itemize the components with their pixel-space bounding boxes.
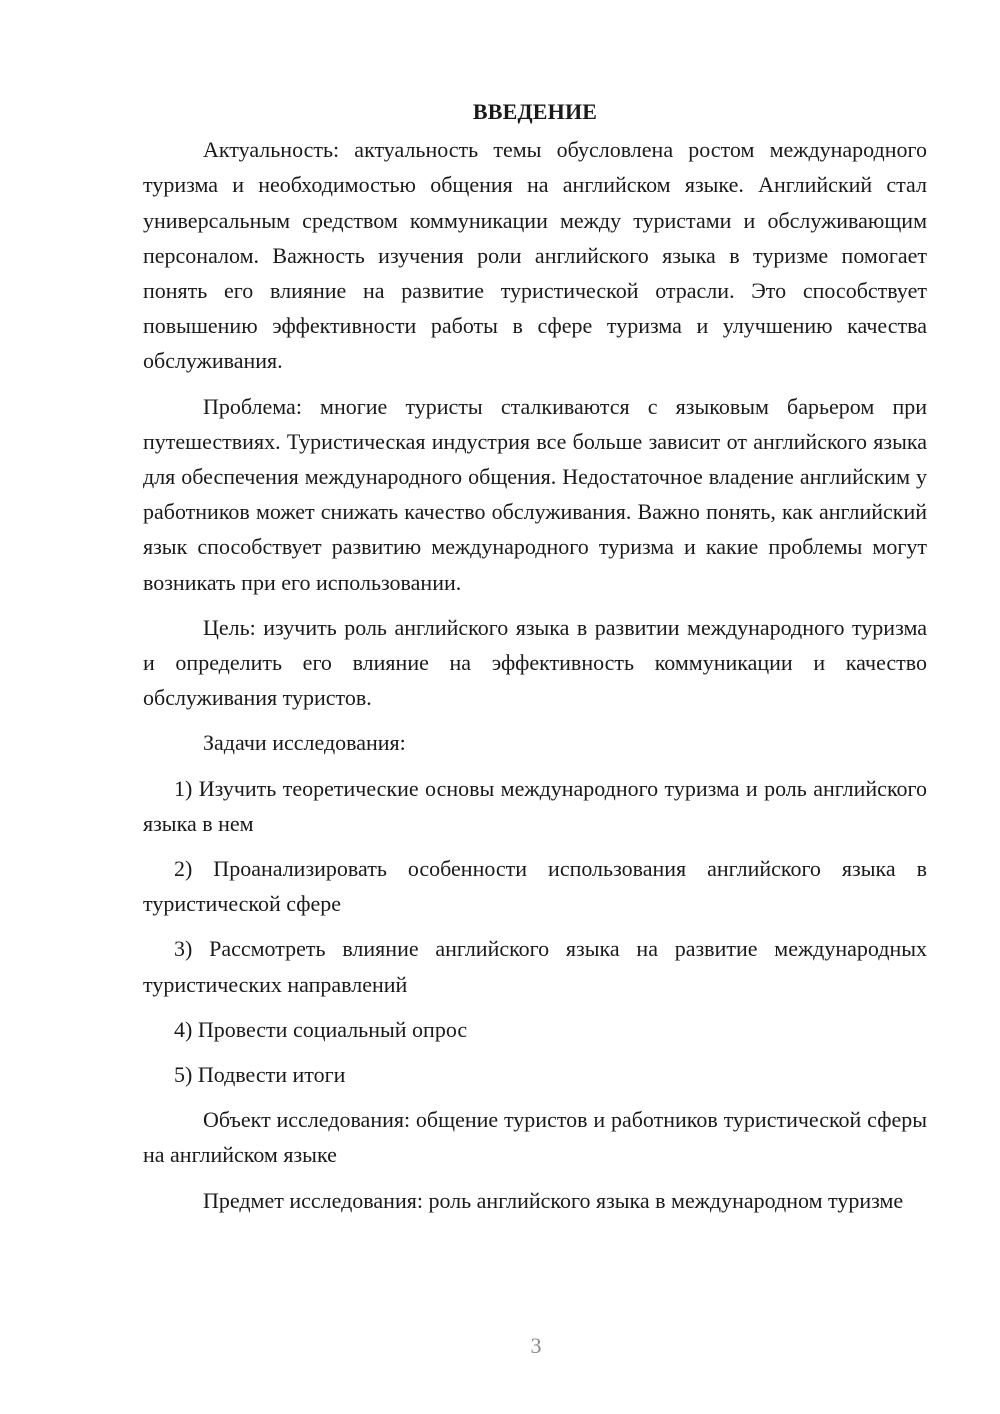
paragraph-relevance: Актуальность: актуальность темы обусловлена ростом международного туризма и необходимостью общения на английском языке. Английский стал универсальным средством коммуникации между туристами и обслуживающим персоналом. Важность изучения роли английского языка в туризме помогает понять его влияние на развитие туристической отрасли. Это способствует повышению эффективности работы в сфере туризма и улучшению качества обслуживания. <box>143 137 927 374</box>
task-item-5: 5) Подвести итоги <box>174 1062 346 1088</box>
paragraph-object: Объект исследования: общение туристов и работников туристической сферы на английском языке <box>143 1107 927 1168</box>
page-number: 3 <box>530 1333 542 1358</box>
task-item-3: 3) Рассмотреть влияние английского языка на развитие международных туристических направлений <box>143 936 927 997</box>
task-item-1: 1) Изучить теоретические основы международного туризма и роль английского языка в нем <box>143 775 927 836</box>
task-item-4: 4) Провести социальный опрос <box>174 1016 468 1042</box>
tasks-title: Задачи исследования: <box>203 730 406 756</box>
page-content <box>143 94 927 1228</box>
paragraph-problem: Проблема: многие туристы сталкиваются с языковым барьером при путешествиях. Туристическая индустрия все больше зависит от английского языка для обеспечения международного общения. Недостаточное владение английским у работников может снижать качество обслуживания. Важно понять, как английский язык способствует развитию международного туризма и какие проблемы могут возникать при его использовании. <box>143 393 927 595</box>
section-heading: ВВЕДЕНИЕ <box>472 99 598 124</box>
paragraph-goal: Цель: изучить роль английского языка в развитии международного туризма и определить его влияние на эффективность коммуникации и качество обслуживания туристов. <box>143 614 927 711</box>
task-item-2: 2) Проанализировать особенности использования английского языка в туристической сфере <box>143 856 927 917</box>
paragraph-subject: Предмет исследования: роль английского языка в международном туризме <box>203 1187 904 1213</box>
